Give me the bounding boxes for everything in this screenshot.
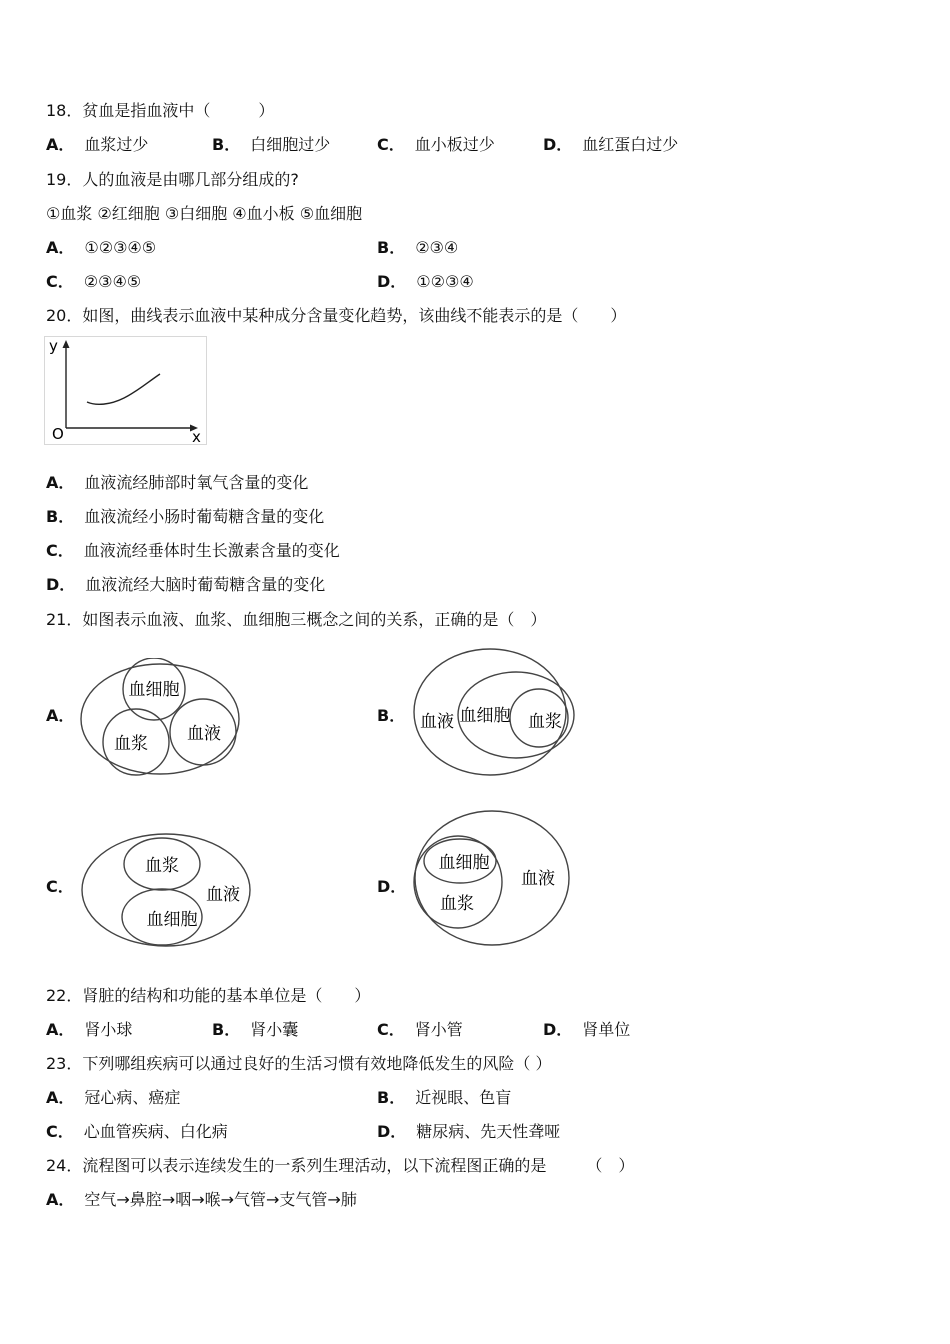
- option-label: D．: [377, 1122, 407, 1141]
- option-label: D．: [377, 272, 407, 291]
- q21-diagram-d[interactable]: [412, 808, 574, 948]
- option-text: 近视眼、色盲: [415, 1088, 512, 1107]
- option-text: ②③④: [415, 238, 459, 257]
- option-label: B．: [212, 1020, 241, 1039]
- option-text: 空气→鼻腔→咽→喉→气管→支气管→肺: [84, 1190, 357, 1209]
- option-label: A．: [46, 473, 75, 492]
- q22-stem: 22．肾脏的结构和功能的基本单位是（ ）: [46, 986, 371, 1005]
- option-label: A．: [46, 1190, 75, 1209]
- option-label: C．: [377, 135, 405, 154]
- q24-stem: 24．流程图可以表示连续发生的一系列生理活动，以下流程图正确的是 （ ）: [46, 1156, 635, 1175]
- label-top: 血浆: [145, 856, 179, 876]
- option-label: D．: [46, 575, 76, 594]
- q18-option-d[interactable]: [543, 135, 678, 155]
- origin-label: O: [52, 425, 64, 443]
- option-text: 肾单位: [582, 1020, 631, 1039]
- option-label: D．: [543, 1020, 573, 1039]
- q20-stem: 20．如图，曲线表示血液中某种成分含量变化趋势，该曲线不能表示的是（ ）: [46, 306, 627, 325]
- option-text: 冠心病、癌症: [84, 1088, 181, 1107]
- label-inner: 血细胞: [438, 853, 490, 873]
- option-text: 血浆过少: [84, 135, 149, 154]
- option-text: 血红蛋白过少: [582, 135, 679, 154]
- option-label: C．: [377, 1020, 405, 1039]
- q22-option-a[interactable]: [46, 1020, 132, 1040]
- option-label: B．: [377, 238, 406, 257]
- option-text: ①②③④⑤: [84, 238, 157, 257]
- option-label: C．: [46, 877, 74, 896]
- q19-option-b[interactable]: [377, 238, 458, 258]
- q21-option-d-label[interactable]: [377, 877, 416, 897]
- q23-stem: 23．下列哪组疾病可以通过良好的生活习惯有效地降低发生的风险（ ）: [46, 1054, 552, 1073]
- option-label: A．: [46, 135, 75, 154]
- q20-option-d[interactable]: [46, 575, 325, 595]
- q19-stem: 19．人的血液是由哪几部分组成的?: [46, 170, 299, 189]
- q22-option-b[interactable]: [212, 1020, 298, 1040]
- q23-option-d[interactable]: [377, 1122, 560, 1142]
- option-text: ②③④⑤: [83, 272, 142, 291]
- option-text: ①②③④: [416, 272, 474, 291]
- option-label: A．: [46, 1020, 75, 1039]
- label-right: 血液: [187, 724, 221, 744]
- q20-curve-graph: [44, 336, 210, 448]
- q23-option-c[interactable]: [46, 1122, 228, 1142]
- option-text: 血液流经小肠时葡萄糖含量的变化: [84, 507, 325, 526]
- option-label: A．: [46, 238, 75, 257]
- option-label: A．: [46, 706, 75, 725]
- q20-option-b[interactable]: [46, 507, 324, 527]
- label-bottom: 血细胞: [146, 910, 198, 930]
- q18-stem: 18．贫血是指血液中（ ）: [46, 101, 275, 120]
- option-label: C．: [46, 1122, 74, 1141]
- option-label: B．: [212, 135, 241, 154]
- q24-option-a[interactable]: [46, 1190, 357, 1210]
- q21-diagram-b[interactable]: [410, 644, 576, 780]
- option-text: 白细胞过少: [250, 135, 331, 154]
- label-outer: 血液: [420, 712, 454, 732]
- option-label: B．: [46, 507, 75, 526]
- q21-diagram-a[interactable]: [78, 658, 244, 780]
- q18-option-c[interactable]: [377, 135, 495, 155]
- label-middle: 血浆: [440, 894, 474, 914]
- q22-option-c[interactable]: [377, 1020, 463, 1040]
- label-outer: 血液: [206, 885, 240, 905]
- y-axis-arrow: [63, 340, 70, 348]
- label-top: 血细胞: [128, 680, 180, 700]
- option-text: 糖尿病、先天性聋哑: [416, 1122, 561, 1141]
- q19-option-a[interactable]: [46, 238, 156, 258]
- q22-option-d[interactable]: [543, 1020, 630, 1040]
- option-label: C．: [46, 272, 74, 291]
- option-label: B．: [377, 706, 406, 725]
- option-label: A．: [46, 1088, 75, 1107]
- q21-option-c-label[interactable]: [46, 877, 84, 897]
- q18-option-a[interactable]: [46, 135, 148, 155]
- label-left: 血浆: [114, 734, 148, 754]
- option-text: 肾小球: [84, 1020, 133, 1039]
- trend-curve: [87, 374, 160, 404]
- option-label: C．: [46, 541, 74, 560]
- option-text: 肾小管: [414, 1020, 463, 1039]
- option-label: B．: [377, 1088, 406, 1107]
- q23-option-b[interactable]: [377, 1088, 511, 1108]
- option-label: D．: [543, 135, 573, 154]
- option-text: 血液流经垂体时生长激素含量的变化: [83, 541, 340, 560]
- q20-option-a[interactable]: [46, 473, 308, 493]
- label-middle: 血细胞: [459, 706, 511, 726]
- y-axis-label: y: [49, 337, 58, 355]
- q21-diagram-c[interactable]: [80, 830, 256, 950]
- option-text: 血液流经大脑时葡萄糖含量的变化: [85, 575, 326, 594]
- q19-option-c[interactable]: [46, 272, 141, 292]
- label-inner: 血浆: [528, 712, 562, 732]
- option-label: D．: [377, 877, 407, 896]
- q19-option-d[interactable]: [377, 272, 474, 292]
- label-outer: 血液: [521, 869, 555, 889]
- option-text: 肾小囊: [250, 1020, 299, 1039]
- x-axis-label: x: [192, 428, 201, 446]
- option-text: 血小板过少: [414, 135, 495, 154]
- q23-option-a[interactable]: [46, 1088, 180, 1108]
- q20-option-c[interactable]: [46, 541, 340, 561]
- middle-ellipse: [414, 836, 502, 928]
- q18-option-b[interactable]: [212, 135, 330, 155]
- q21-stem: 21．如图表示血液、血浆、血细胞三概念之间的关系，正确的是（ ）: [46, 610, 547, 629]
- q19-choices: ①血浆 ②红细胞 ③白细胞 ④血小板 ⑤血细胞: [46, 204, 363, 223]
- option-text: 血液流经肺部时氧气含量的变化: [84, 473, 309, 492]
- option-text: 心血管疾病、白化病: [83, 1122, 228, 1141]
